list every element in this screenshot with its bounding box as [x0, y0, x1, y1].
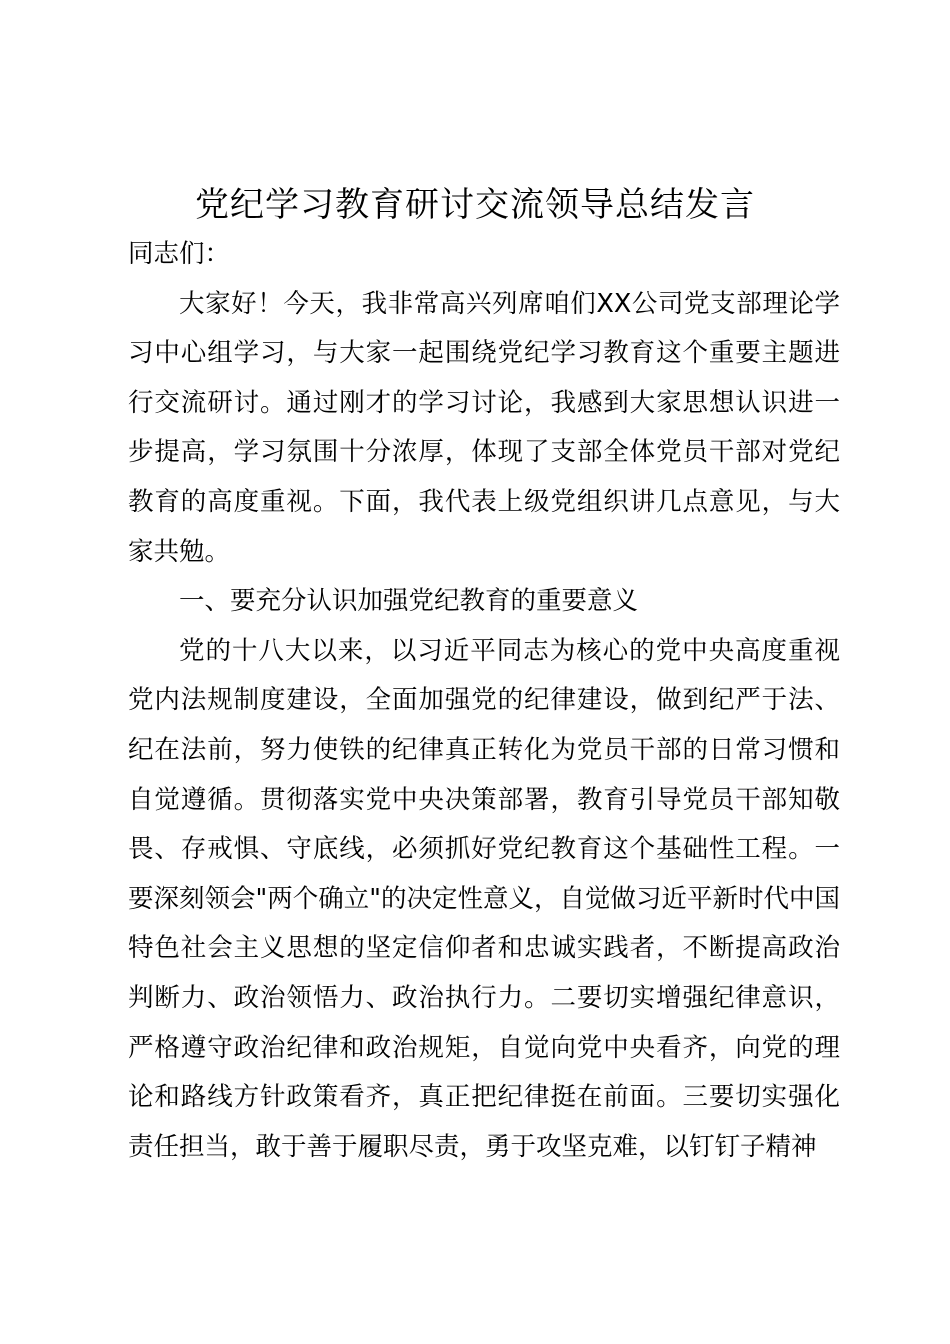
paragraph-section-1: 党的十八大以来，以习近平同志为核心的党中央高度重视党内法规制度建设，全面加强党的纪律建设，做到纪严于法、纪在法前，努力使铁的纪律真正转化为党员干部的日常习惯和自觉遵循。贯彻落实党中央决策部署，教育引导党员干部知敬畏、存戒惧、守底线，必须抓好党纪教育这个基础性工程。一要深刻领会"两个确立"的决定性意义，自觉做习近平新时代中国特色社会主义思想的坚定信仰者和忠诚实践者，不断提高政治判断力、政治领悟力、政治执行力。二要切实增强纪律意识，严格遵守政治纪律和政治规矩，自觉向党中央看齐，向党的理论和路线方针政策看齐，真正把纪律挺在前面。三要切实强化责任担当，敢于善于履职尽责，勇于攻坚克难，以钉钉子精神 — [128, 635, 840, 1162]
salutation: 同志们： — [128, 239, 231, 269]
document-body — [128, 230, 840, 1172]
document-title: 党纪学习教育研讨交流领导总结发言 — [195, 185, 755, 225]
section-heading-1: 一、要充分认识加强党纪教育的重要意义 — [179, 586, 639, 617]
paragraph-greeting: 大家好！今天，我非常高兴列席咱们XX公司党支部理论学习中心组学习，与大家一起围绕党纪学习教育这个重要主题进行交流研讨。通过刚才的学习讨论，我感到大家思想认识进一步提高，学习氛围十分浓厚，体现了支部全体党员干部对党纪教育的高度重视。下面，我代表上级党组织讲几点意见，与大家共勉。 — [128, 288, 840, 567]
